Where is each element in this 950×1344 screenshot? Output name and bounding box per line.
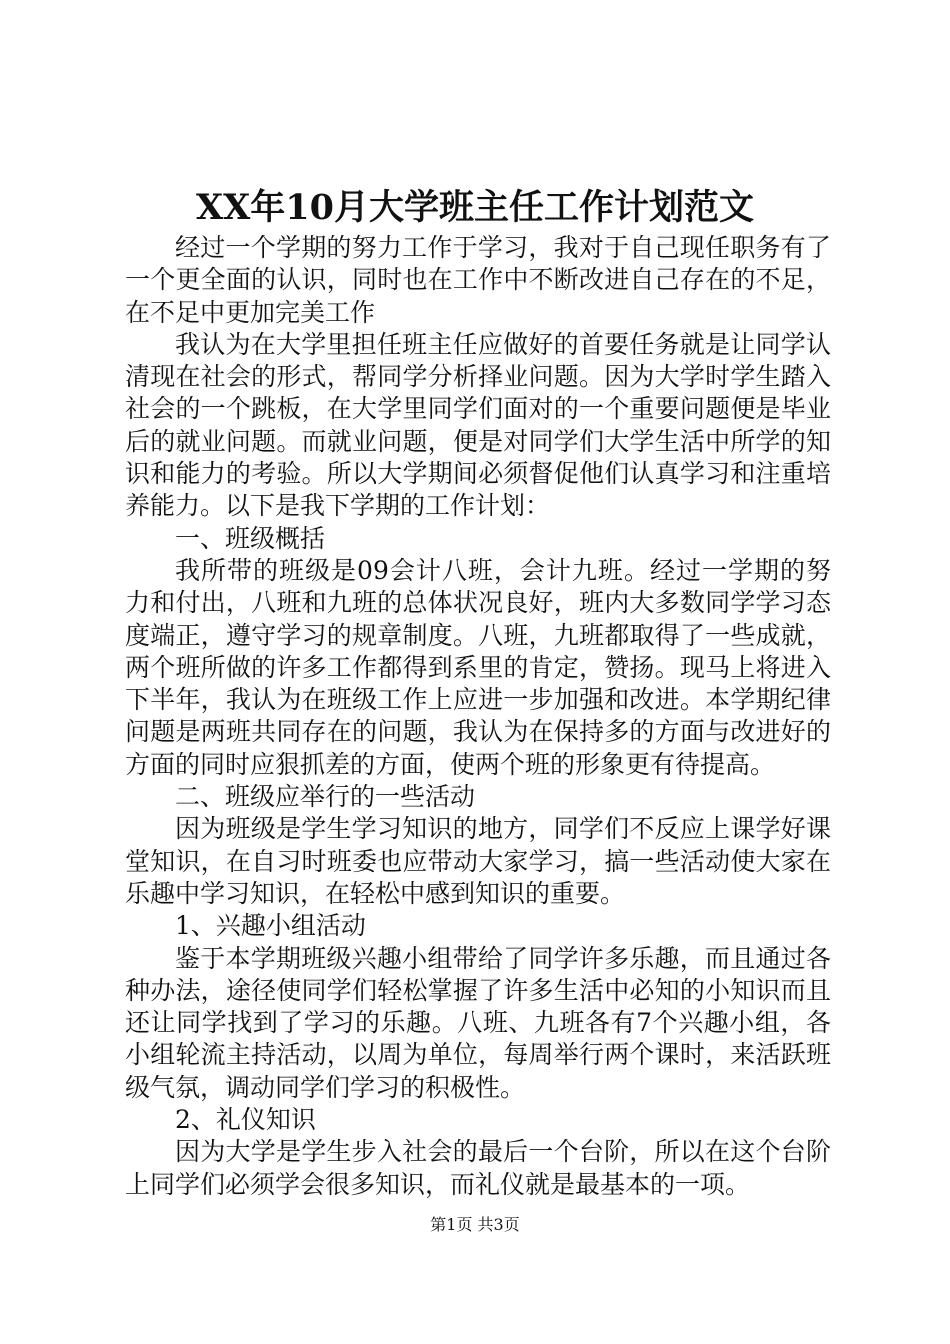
document-title: XX年10月大学班主任工作计划范文 (195, 187, 755, 228)
page-number-footer: 第1页 共3页 (430, 1215, 520, 1234)
paragraph-responsibility: 我认为在大学里担任班主任应做好的首要任务就是让同学认清现在社会的形式，帮同学分析择业问题。因为大学时学生踏入社会的一个跳板，在大学里同学们面对的一个重要问题便是毕业后的就业问题。而就业问题，便是对同学们大学生活中所学的知识和能力的考验。所以大学期间必须督促他们认真学习和注重培养能力。以下是我下学期的工作计划： (125, 329, 831, 521)
section-heading-class-overview: 一、班级概括 (175, 523, 326, 553)
section-heading-activities: 二、班级应举行的一些活动 (175, 782, 476, 812)
paragraph-etiquette: 因为大学是学生步入社会的最后一个台阶，所以在这个台阶上同学们必须学会很多知识，而礼仪就是最基本的一项。 (125, 1137, 831, 1199)
paragraph-activities: 因为班级是学生学习知识的地方，同学们不反应上课学好课堂知识，在自习时班委也应带动大家学习，搞一些活动使大家在乐趣中学习知识，在轻松中感到知识的重要。 (125, 814, 831, 908)
paragraph-intro: 经过一个学期的努力工作于学习，我对于自己现任职务有了一个更全面的认识，同时也在工作中不断改进自己存在的不足，在不足中更加完美工作 (125, 233, 831, 327)
document-body (125, 232, 831, 1201)
subsection-heading-etiquette: 2、礼仪知识 (175, 1105, 316, 1135)
paragraph-class-overview: 我所带的班级是09会计八班，会计九班。经过一学期的努力和付出，八班和九班的总体状况良好，班内大多数同学学习态度端正，遵守学习的规章制度。八班，九班都取得了一些成就，两个班所做的许多工作都得到系里的肯定，赞扬。现马上将进入下半年，我认为在班级工作上应进一步加强和改进。本学期纪律问题是两班共同存在的问题，我认为在保持多的方面与改进好的方面的同时应狠抓差的方面，使两个班的形象更有待提高。 (125, 555, 831, 779)
paragraph-interest-groups: 鉴于本学期班级兴趣小组带给了同学许多乐趣，而且通过各种办法，途径使同学们轻松掌握了许多生活中必知的小知识而且还让同学找到了学习的乐趣。八班、九班各有7个兴趣小组，各小组轮流主持活动，以周为单位，每周举行两个课时，来活跃班级气氛，调动同学们学习的积极性。 (125, 943, 831, 1102)
subsection-heading-interest-groups: 1、兴趣小组活动 (175, 911, 366, 941)
